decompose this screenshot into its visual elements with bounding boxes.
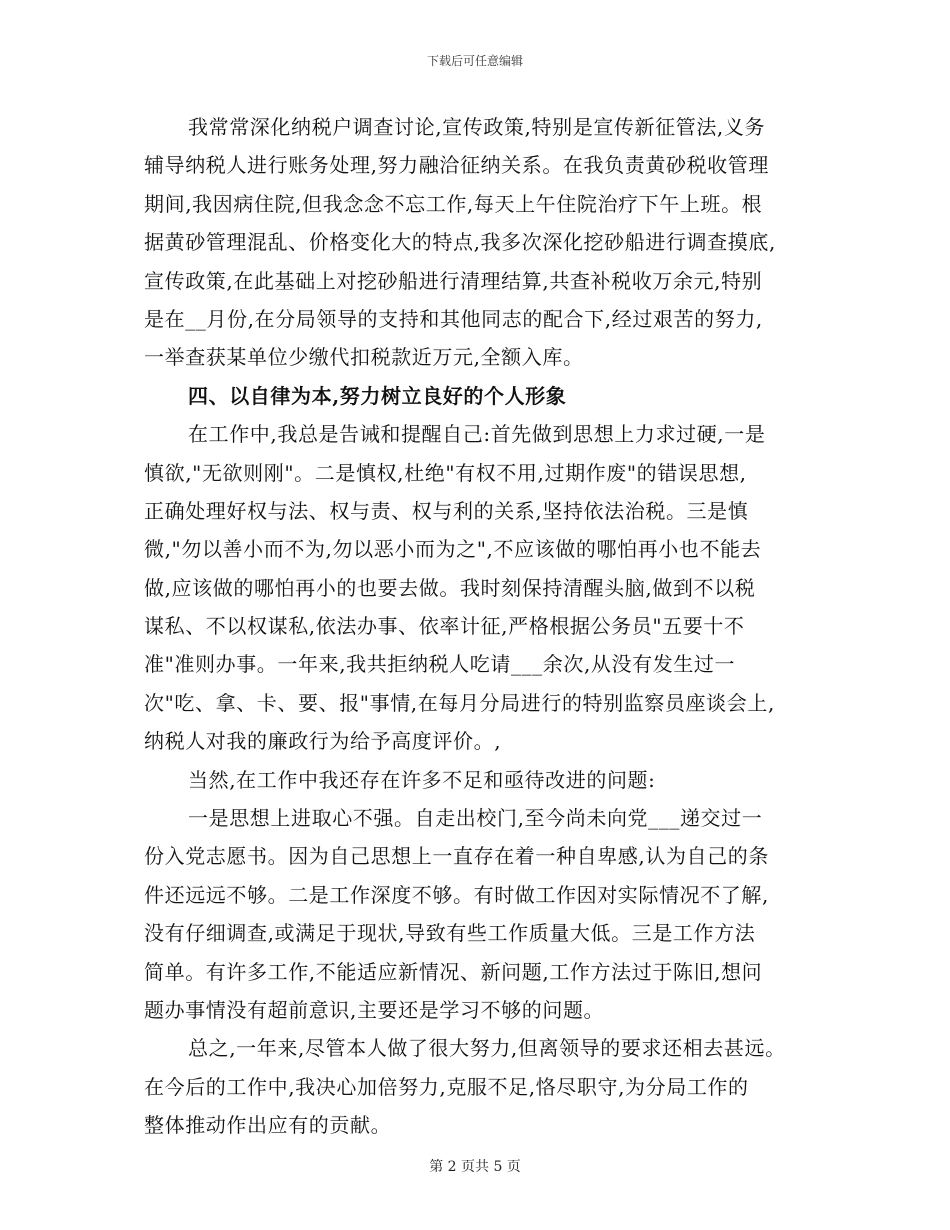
text-line: 当然,在工作中我还存在许多不足和亟待改进的问题:: [188, 767, 656, 792]
text-line: 在今后的工作中,我决心加倍努力,克服不足,恪尽职守,为分局工作的: [144, 1074, 749, 1099]
text-line: 一是思想上进取心不强。自走出校门,至今尚未向党___递交过一: [188, 806, 763, 831]
section-heading: 四、以自律为本,努力树立良好的个人形象: [188, 383, 567, 408]
text-line: 辅导纳税人进行账务处理,努力融洽征纳关系。在我负责黄砂税收管理: [144, 153, 769, 178]
text-line: 一举查获某单位少缴代扣税款近万元,全额入库。: [144, 345, 584, 370]
text-line: 据黄砂管理混乱、价格变化大的特点,我多次深化挖砂船进行调查摸底,: [144, 230, 776, 255]
text-line: 准"准则办事。一年来,我共拒纳税人吃请___余次,从没有发生过一: [144, 652, 736, 677]
text-line: 在工作中,我总是告诫和提醒自己:首先做到思想上力求过硬,一是: [188, 422, 766, 447]
text-line: 做,应该做的哪怕再小的也要去做。我时刻保持清醒头脑,做到不以税: [144, 575, 756, 600]
text-line: 谋私、不以权谋私,依法办事、依率计征,严格根据公务员"五要十不: [144, 614, 745, 639]
text-line: 宣传政策,在此基础上对挖砂船进行清理结算,共查补税收万余元,特别: [144, 268, 763, 293]
text-line: 件还远远不够。二是工作深度不够。有时做工作因对实际情况不了解,: [144, 882, 769, 907]
text-line: 微,"勿以善小而不为,勿以恶小而为之",不应该做的哪怕再小也不能去: [144, 537, 762, 562]
text-line: 份入党志愿书。因为自己思想上一直存在着一种自卑感,认为自己的条: [144, 844, 769, 869]
text-line: 次"吃、拿、卡、要、报"事情,在每月分局进行的特别监察员座谈会上,: [144, 690, 775, 715]
text-line: 我常常深化纳税户调查讨论,宣传政策,特别是宣传新征管法,义务: [188, 115, 766, 139]
text-line: 慎欲,"无欲则刚"。二是慎权,杜绝"有权不用,过期作废"的错误思想,: [144, 460, 747, 485]
text-line: 总之,一年来,尽管本人做了很大努力,但离领导的要求还相去甚远。: [188, 1036, 786, 1061]
text-line: 题办事情没有超前意识,主要还是学习不够的问题。: [144, 997, 605, 1022]
text-line: 正确处理好权与法、权与责、权与利的关系,坚持依法治税。三是慎: [144, 498, 749, 523]
page-number: 第 2 页共 5 页: [429, 1159, 521, 1175]
text-line: 期间,我因病住院,但我念念不忘工作,每天上午住院治疗下午上班。根: [144, 191, 763, 216]
text-line: 没有仔细调查,或满足于现状,导致有些工作质量大低。三是工作方法: [144, 921, 756, 946]
page-header: 下载后可任意编辑: [426, 54, 523, 68]
text-line: 整体推动作出应有的贡献。: [144, 1113, 392, 1138]
document-body: [144, 108, 824, 1145]
text-line: 是在__月份,在分局领导的支持和其他同志的配合下,经过艰苦的努力,: [144, 306, 763, 331]
text-line: 纳税人对我的廉政行为给予高度评价。,: [144, 729, 502, 754]
text-line: 简单。有许多工作,不能适应新情况、新问题,工作方法过于陈旧,想问: [144, 959, 763, 984]
